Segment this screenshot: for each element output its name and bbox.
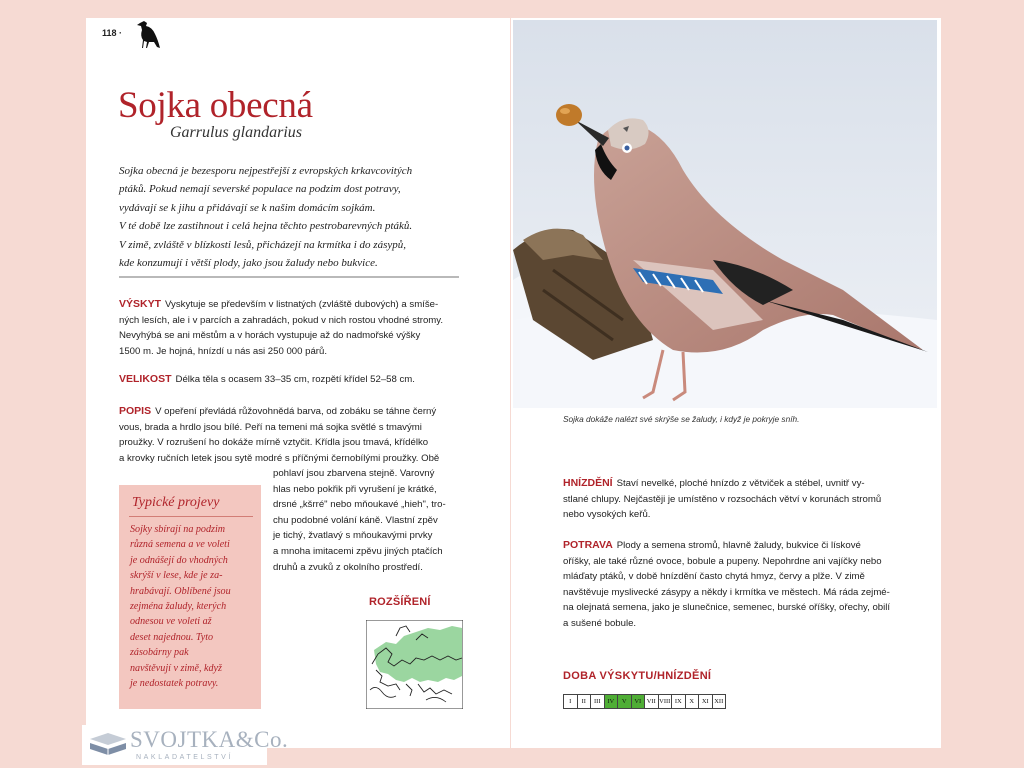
book-icon xyxy=(88,729,128,759)
month-cell: V xyxy=(618,695,632,708)
month-cell: IX xyxy=(672,695,686,708)
box-title: Typické projevy xyxy=(132,495,220,510)
month-cell: IV xyxy=(605,695,619,708)
month-cell: X xyxy=(686,695,700,708)
text-potrava: Plody a semena stromů, hlavně žaludy, bukvice či lískové oříšky, ale také různé ovoce, bobule a pupeny. Nepohrdne ani vajíčky nebo mláďaty ptáků, v době hnízdění často chytá hmyz, červy a plže. V zimě navštěvuje myslivecké zásypy a někdy i krmítka ve městech. Má ráda zejmé- na olejnatá semena, jako je slunečnice, semenec, burské oříšky, ořechy, obilí a sušené bobule. xyxy=(563,540,891,629)
section-potrava xyxy=(563,538,923,632)
month-cell: III xyxy=(591,695,605,708)
typical-behaviour-box xyxy=(119,485,261,709)
publisher-sub: NAKLADATELSTVÍ xyxy=(136,754,233,761)
divider xyxy=(119,276,459,278)
heading-vyskyt: VÝSKYT xyxy=(119,298,162,310)
month-cell: XI xyxy=(699,695,713,708)
box-divider xyxy=(129,516,253,517)
intro-text: Sojka obecná je bezesporu nejpestřejší z evropských krkavcovitých ptáků. Pokud nemají severské populace na podzim dost potravy, vydávají se k jihu a přidávají se k našim domácím sojkám. V té době lze zastihnout i celá hejna těchto pestrobarevných ptáků. V zimě, zvláště v blízkosti lesů, přicházejí na krmítka i do zásypů, kde konzumují i větší plody, jako jsou žaludy nebo bukvice. xyxy=(119,165,413,270)
text-popis-continued: pohlaví jsou zbarvena stejně. Varovný hlas nebo pokřik při vyrušení je krátké, drsné „kšrré" nebo mňoukavé „hieh", tro- chu podobné volání káně. Vlastní zpěv je tichý, žvatlavý s mňoukavými prvky a mnoha imitacemi zpěvu jiných ptačích druhů a zvuků z okolního prostředí. xyxy=(273,468,446,573)
section-velikost xyxy=(119,372,464,388)
month-cell: XII xyxy=(713,695,726,708)
section-hnizdeni xyxy=(563,476,923,523)
latin-name: Garrulus glandarius xyxy=(170,124,303,141)
page-title: Sojka obecná xyxy=(118,85,313,126)
month-cell: I xyxy=(564,695,578,708)
distribution-title: ROZŠÍŘENÍ xyxy=(369,596,431,608)
heading-popis: POPIS xyxy=(119,405,152,417)
heading-velikost: VELIKOST xyxy=(119,373,172,385)
box-text: Sojky sbírají na podzim různá semena a ve voleti je odnášejí do vhodných skrýší v lese, kde je za- hrabávají. Oblíbené jsou zejména žaludy, kterých odnesou ve voleti až deset najednou. Tyto zásobárny pak navštěvují v zimě, když je nedostatek potravy. xyxy=(130,524,231,690)
heading-hnizdeni: HNÍZDĚNÍ xyxy=(563,477,613,489)
publisher-name: SVOJTKA&Co. xyxy=(130,727,289,752)
section-vyskyt xyxy=(119,297,464,359)
months-title: DOBA VÝSKYTU/HNÍZDĚNÍ xyxy=(563,670,712,682)
text-popis: V opeření převládá růžovohnědá barva, od zobáku se táhne černý vous, brada a hrdlo jsou bílé. Peří na temeni má sojka světlé s tmavými proužky. V rozrušení ho dokáže mírně vztyčit. Křídla jsou tmavá, křídélko a krovky ručních letek jsou sytě modré s příčnými černobílými proužky. Obě xyxy=(119,406,440,464)
right-page xyxy=(511,18,941,748)
month-cell: VIII xyxy=(659,695,673,708)
distribution-map xyxy=(366,620,463,709)
left-page xyxy=(86,18,510,761)
heading-potrava: POTRAVA xyxy=(563,539,613,551)
jay-photo xyxy=(513,20,937,408)
months-strip xyxy=(563,694,726,709)
section-popis xyxy=(119,404,469,466)
crow-icon xyxy=(134,18,162,50)
publisher-logo xyxy=(82,725,289,765)
month-cell: VII xyxy=(645,695,659,708)
text-velikost: Délka těla s ocasem 33–35 cm, rozpětí křídel 52–58 cm. xyxy=(175,374,415,385)
month-cell: II xyxy=(578,695,592,708)
photo-caption: Sojka dokáže nalézt své skrýše se žaludy, i když je pokryje sníh. xyxy=(563,414,800,424)
page-number-left: 118 · xyxy=(102,28,123,38)
text-vyskyt: Vyskytuje se především v listnatých (zvláště dubových) a smíše- ných lesích, ale i v parcích a zahradách, pokud v nich rostou vhodné stromy. Nevyhýbá se ani městům a v horách vystupuje až do nadmořské výšky 1500 m. Je hojná, hnízdí u nás asi 250 000 párů. xyxy=(119,299,444,357)
text-hnizdeni: Staví nevelké, ploché hnízdo z větviček a stébel, uvnitř vy- stlané chlupy. Nejčastěji je umístěno v rozsochách větví v korunách stromů nebo vysokých keřů. xyxy=(563,478,882,521)
month-cell: VI xyxy=(632,695,646,708)
